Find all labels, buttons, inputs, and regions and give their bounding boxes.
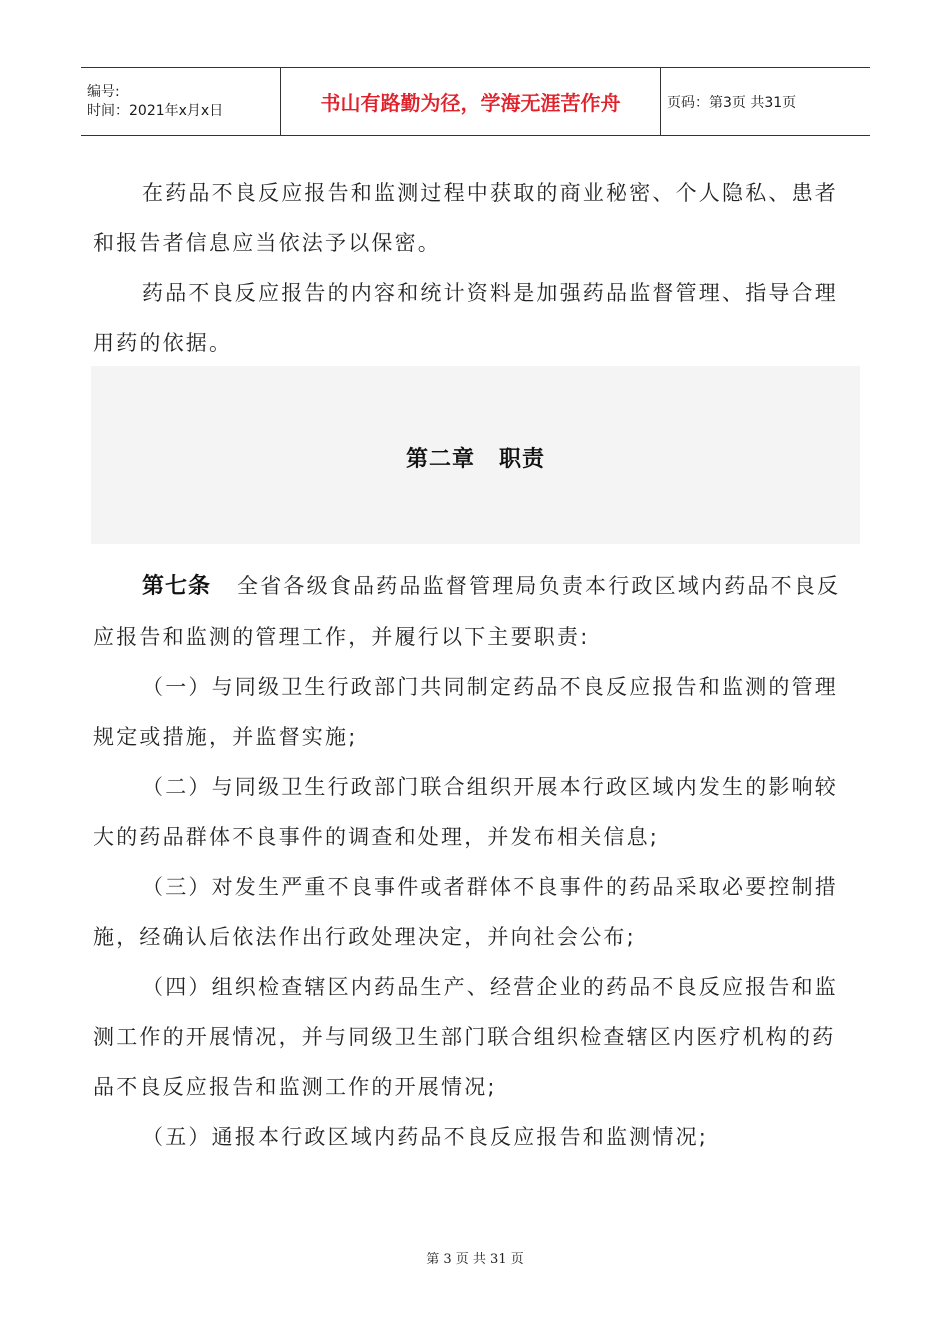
article-item: （五）通报本行政区域内药品不良反应报告和监测情况; <box>142 1125 709 1149</box>
article-item: （三）对发生严重不良事件或者群体不良事件的药品采取必要控制措施，经确认后依法作出行政处理决定，并向社会公布; <box>93 875 838 949</box>
article-item: （二）与同级卫生行政部门联合组织开展本行政区域内发生的影响较大的药品群体不良事件的调查和处理，并发布相关信息; <box>93 775 838 849</box>
article-section <box>93 561 858 1162</box>
chapter-number: 第二章 <box>405 446 475 472</box>
paragraph: 药品不良反应报告的内容和统计资料是加强药品监督管理、指导合理用药的依据。 <box>93 281 838 355</box>
article-intro-paragraph <box>93 561 858 662</box>
document-number-label: 编号: <box>87 83 120 100</box>
top-paragraphs <box>93 168 858 368</box>
header-page-cell <box>661 68 870 135</box>
document-date-label: 时间：2021年x月x日 <box>87 102 224 119</box>
header-motto-cell <box>281 68 661 135</box>
header-meta <box>81 68 281 135</box>
header-motto: 书山有路勤为径，学海无涯苦作舟 <box>320 91 621 115</box>
article-intro: 全省各级食品药品监督管理局负责本行政区域内药品不良反应报告和监测的管理工作，并履行以下主要职责: <box>93 574 841 649</box>
page-footer: 第 3 页 共 31 页 <box>426 1252 524 1267</box>
page-header <box>81 67 870 136</box>
header-page-label: 页码：第3页 共31页 <box>667 94 797 111</box>
chapter-heading-box <box>91 366 860 544</box>
article-item: （四）组织检查辖区内药品生产、经营企业的药品不良反应报告和监测工作的开展情况，并与同级卫生部门联合组织检查辖区内医疗机构的药品不良反应报告和监测工作的开展情况; <box>93 975 838 1099</box>
chapter-title: 职责 <box>499 446 546 472</box>
chapter-heading <box>406 442 545 473</box>
article-item: （一）与同级卫生行政部门共同制定药品不良反应报告和监测的管理规定或措施，并监督实施; <box>93 675 838 749</box>
article-label: 第七条 <box>142 574 212 599</box>
paragraph: 在药品不良反应报告和监测过程中获取的商业秘密、个人隐私、患者和报告者信息应当依法予以保密。 <box>93 181 838 255</box>
